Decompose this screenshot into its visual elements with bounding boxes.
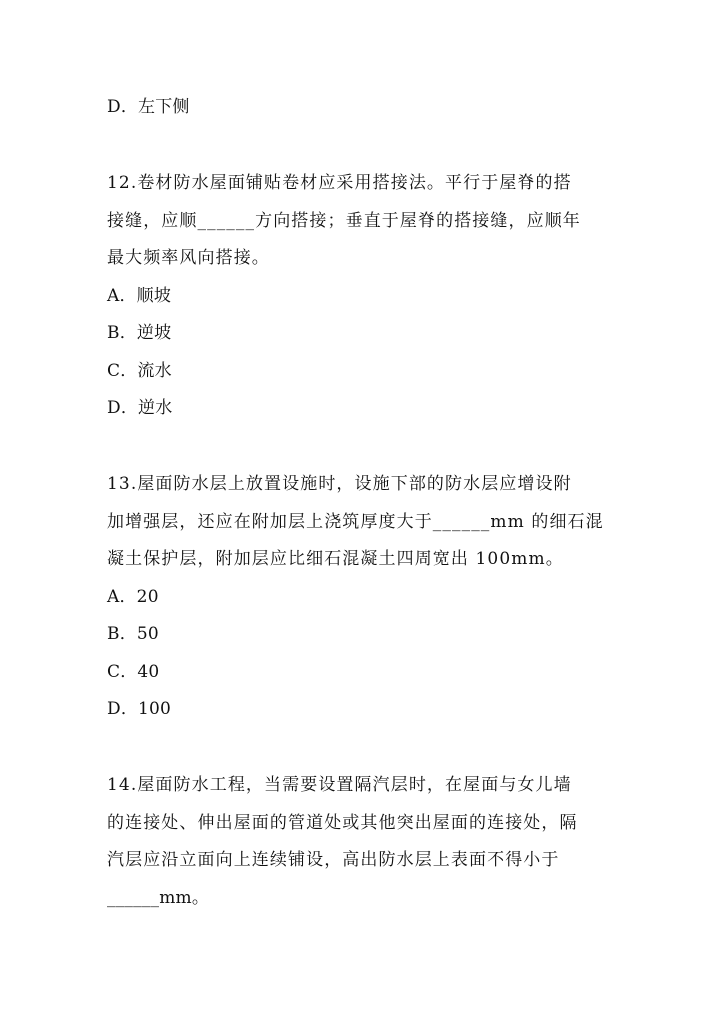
question-13-text-line-2: 加增强层，还应在附加层上浇筑厚度大于______mm 的细石混 <box>107 512 604 532</box>
question-14-text-line-3: 汽层应沿立面向上连续铺设，高出防水层上表面不得小于 <box>107 850 560 870</box>
question-13-option-b: B．50 <box>107 624 159 644</box>
question-14-text-line-1: 14.屋面防水工程，当需要设置隔汽层时，在屋面与女儿墙 <box>107 775 572 795</box>
question-12-text-line-3: 最大频率风向搭接。 <box>107 248 270 268</box>
question-12-option-d: D．逆水 <box>107 398 173 418</box>
question-12-option-c: C．流水 <box>107 361 172 381</box>
question-13-text-line-1: 13.屋面防水层上放置设施时，设施下部的防水层应增设附 <box>107 474 572 494</box>
question-12-text-line-2: 接缝，应顺______方向搭接；垂直于屋脊的搭接缝，应顺年 <box>107 211 581 231</box>
question-14-text-line-2: 的连接处、伸出屋面的管道处或其他突出屋面的连接处，隔 <box>107 813 578 833</box>
question-12-option-a: A．顺坡 <box>107 286 172 306</box>
question-13-text-line-3: 凝土保护层，附加层应比细石混凝土四周宽出 100mm。 <box>107 549 564 569</box>
question-13-option-c: C．40 <box>107 662 160 682</box>
question-13-option-d: D．100 <box>107 699 172 719</box>
question-14-text-line-4: ______mm。 <box>107 888 210 908</box>
question-12-text-line-1: 12.卷材防水屋面铺贴卷材应采用搭接法。平行于屋脊的搭 <box>107 173 572 193</box>
question-12-option-b: B．逆坡 <box>107 323 172 343</box>
option-d-prev-question: D．左下侧 <box>107 97 190 117</box>
question-13-option-a: A．20 <box>107 587 159 607</box>
